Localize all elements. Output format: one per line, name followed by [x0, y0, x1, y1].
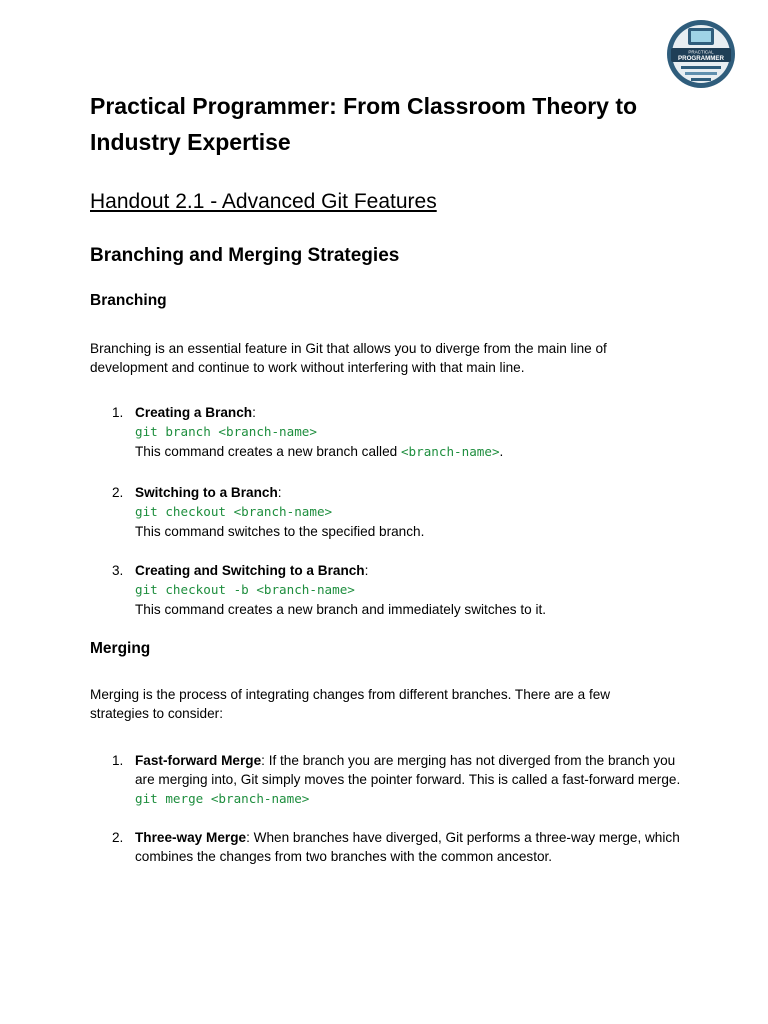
item-description: This command creates a new branch and immediately switches to it. [135, 602, 547, 617]
practical-programmer-logo [665, 18, 737, 90]
item-number: 2. [112, 485, 124, 500]
item-description: : When branches have diverged, Git performs a three-way merge, which combines the changes from two branches with the common ancestor. [135, 830, 680, 864]
code-snippet: git checkout -b <branch-name> [135, 582, 355, 597]
item-number: 1. [112, 405, 124, 420]
merging-heading: Merging [90, 640, 151, 657]
item-number: 2. [112, 830, 124, 845]
item-description: : If the branch you are merging has not diverged from the branch you are merging into, Git simply moves the pointer forward. This is called a fast-forward merge. [135, 753, 681, 787]
item-label: Creating and Switching to a Branch [135, 563, 365, 578]
item-number: 3. [112, 563, 124, 578]
branching-intro: Branching is an essential feature in Git that allows you to diverge from the main line of development and continue to work without interfering with that main line. [90, 341, 607, 375]
merging-item-1 [90, 751, 695, 809]
item-label: Creating a Branch [135, 405, 253, 420]
item-label: Switching to a Branch [135, 485, 278, 500]
branching-item-1: 1. Creating a Branch: git branch <branch-name> This command creates a new branch called <branch-name>. [90, 403, 735, 461]
document-title: Practical Programmer: From Classroom Theory to Industry Expertise [90, 93, 638, 155]
svg-text:PRACTICAL: PRACTICAL [688, 49, 714, 55]
item-label: Three-way Merge [135, 830, 247, 845]
code-snippet: git merge <branch-name> [135, 791, 310, 806]
code-snippet: git checkout <branch-name> [135, 504, 333, 519]
item-label: Fast-forward Merge [135, 753, 262, 768]
svg-text:PROGRAMMER: PROGRAMMER [677, 55, 725, 62]
code-snippet: git branch <branch-name> [135, 424, 317, 439]
merging-item-2 [90, 828, 695, 866]
branching-heading: Branching [90, 292, 167, 309]
handout-title: Handout 2.1 - Advanced Git Features [90, 190, 437, 213]
item-description: This command switches to the specified branch. [135, 524, 425, 539]
branching-item-3: 3. Creating and Switching to a Branch: git checkout -b <branch-name> This command creates a new branch and immediately switches to it. [90, 561, 735, 619]
section-title: Branching and Merging Strategies [90, 245, 400, 266]
merging-intro: Merging is the process of integrating changes from different branches. There are a few strategies to consider: [90, 687, 611, 721]
item-number: 1. [112, 753, 124, 768]
branching-item-2: 2. Switching to a Branch: git checkout <branch-name> This command switches to the specified branch. [90, 483, 735, 541]
item-description: This command creates a new branch called <branch-name>. [135, 444, 504, 459]
